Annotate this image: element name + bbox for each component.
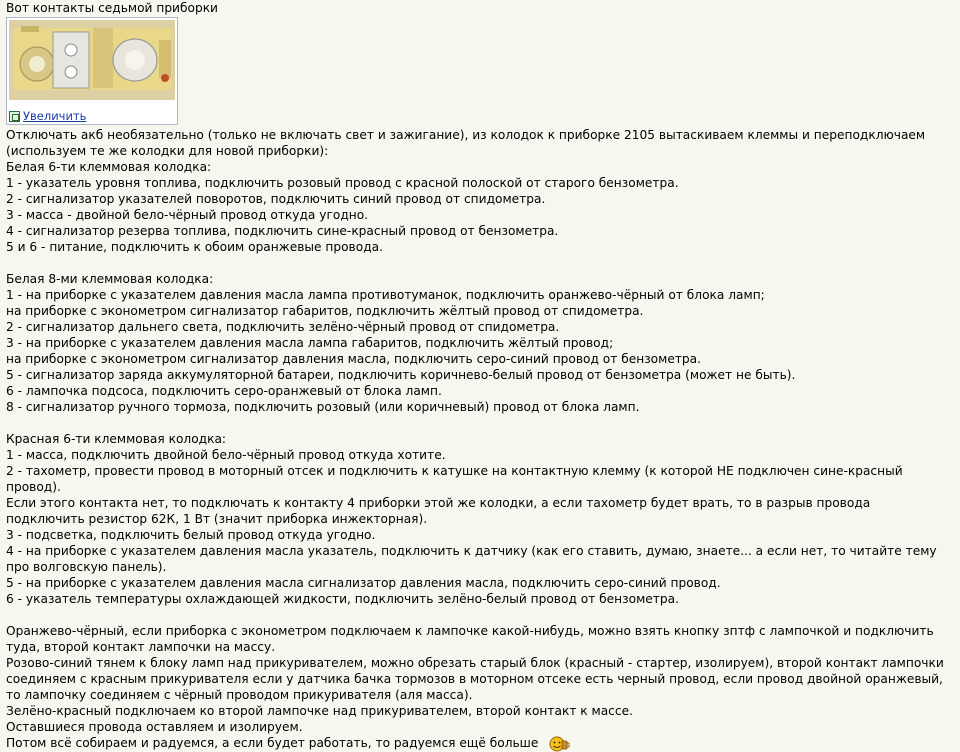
note-line: Оранжево-чёрный, если приборка с эконометром подключаем к лампочке какой-нибудь, можно взять кнопку зптф с лампочкой и подключить (6, 624, 934, 638)
instrument-panel-thumbnail[interactable] (6, 17, 178, 125)
spacer (6, 607, 952, 623)
note-line: Оставшиеся провода оставляем и изолируем. (6, 720, 303, 734)
zoom-row (9, 108, 86, 124)
red6-item: 1 - масса, подключить двойной бело-чёрный провод откуда хотите. (6, 448, 446, 462)
white8-item: 3 - на приборке с указателем давления масла лампа габаритов, подключить жёлтый провод; (6, 336, 614, 350)
red6-item: Если этого контакта нет, то подключать к контакту 4 приборки этой же колодки, а если тахометр будет врать, то в разрыв провода (6, 496, 871, 510)
red6-item: 4 - на приборке с указателем давления масла указатель, подключить к датчику (как его ставить, думаю, знаете... а если нет, то читайте тему (6, 544, 937, 558)
red6-item: 5 - на приборке с указателем давления масла сигнализатор давления масла, подключить серо-синий провод. (6, 576, 721, 590)
note-line: туда, второй контакт лампочки на массу. (6, 640, 276, 654)
note-line: Розово-синий тянем к блоку ламп над прикуривателем, можно обрезать старый блок (красный - стартер, изолируем), второй контакт лампочки (6, 656, 944, 670)
forum-post (6, 0, 952, 752)
red6-item: про волговскую панель). (6, 560, 167, 574)
white8-item: 5 - сигнализатор заряда аккумуляторной батареи, подключить коричнево-белый провод от бензометра (может не быть). (6, 368, 796, 382)
white8-item: 6 - лампочка подсоса, подключить серо-оранжевый от блока ламп. (6, 384, 442, 398)
spacer (6, 255, 952, 271)
intro-line-1: Отключать акб необязательно (только не включать свет и зажигание), из колодок к приборке 2105 вытаскиваем клеммы и переподключаем (6, 128, 926, 142)
red6-item: 2 - тахометр, провести провод в моторный отсек и подключить к катушке на контактную клемму (к которой НЕ подключен сине-красный (6, 464, 903, 478)
white8-item: 2 - сигнализатор дальнего света, подключить зелёно-чёрный провод от спидометра. (6, 320, 560, 334)
white6-item: 3 - масса - двойной бело-чёрный провод откуда угодно. (6, 208, 369, 222)
magnify-icon[interactable] (9, 111, 20, 122)
white8-item: на приборке с эконометром сигнализатор давления масла, подключить серо-синий провод от бензометра. (6, 352, 702, 366)
white6-item: 2 - сигнализатор указателей поворотов, подключить синий провод от спидометра. (6, 192, 546, 206)
intro-line-2: (используем те же колодки для новой приборки): (6, 144, 329, 158)
red6-item: 3 - подсветка, подключить белый провод откуда угодно. (6, 528, 376, 542)
red6-item: провод). (6, 480, 61, 494)
spacer (6, 415, 952, 431)
white6-item: 5 и 6 - питание, подключить к обоим оранжевые провода. (6, 240, 383, 254)
zoom-link[interactable]: Увеличить (23, 109, 87, 123)
red6-item: подключить резистор 62К, 1 Вт (значит приборка инжекторная). (6, 512, 428, 526)
smiley-icon (548, 736, 570, 752)
post-title: Вот контакты седьмой приборки (6, 1, 218, 15)
final-line (6, 735, 952, 752)
white8-item: 8 - сигнализатор ручного тормоза, подключить розовый (или коричневый) провод от блока ламп. (6, 400, 640, 414)
white6-item: 1 - указатель уровня топлива, подключить розовый провод с красной полоской от старого бензометра. (6, 176, 679, 190)
final-text: Потом всё собираем и радуемся, а если будет работать, то радуемся ещё больше (6, 736, 539, 750)
white6-item: 4 - сигнализатор резерва топлива, подключить сине-красный провод от бензометра. (6, 224, 559, 238)
instrument-panel-image[interactable] (9, 20, 175, 100)
red6-item: 6 - указатель температуры охлаждающей жидкости, подключить зелёно-белый провод от бензометра. (6, 592, 679, 606)
white8-heading: Белая 8-ми клеммовая колодка: (6, 272, 214, 286)
red6-heading: Красная 6-ти клеммовая колодка: (6, 432, 227, 446)
white6-heading: Белая 6-ти клеммовая колодка: (6, 160, 212, 174)
note-line: соединяем с красным прикуривателя если у датчика бачка тормозов в моторном отсеке есть черный провод, если провод двойной оранжевый, (6, 672, 943, 686)
white8-item: на приборке с эконометром сигнализатор габаритов, подключить жёлтый провод от спидометра. (6, 304, 644, 318)
note-line: Зелёно-красный подключаем ко второй лампочке над прикуривателем, второй контакт к массе. (6, 704, 633, 718)
white8-item: 1 - на приборке с указателем давления масла лампа противотуманок, подключить оранжево-чёрный от блока ламп; (6, 288, 765, 302)
note-line: то лампочку соединяем с чёрный проводом прикуривателя (аля масса). (6, 688, 473, 702)
